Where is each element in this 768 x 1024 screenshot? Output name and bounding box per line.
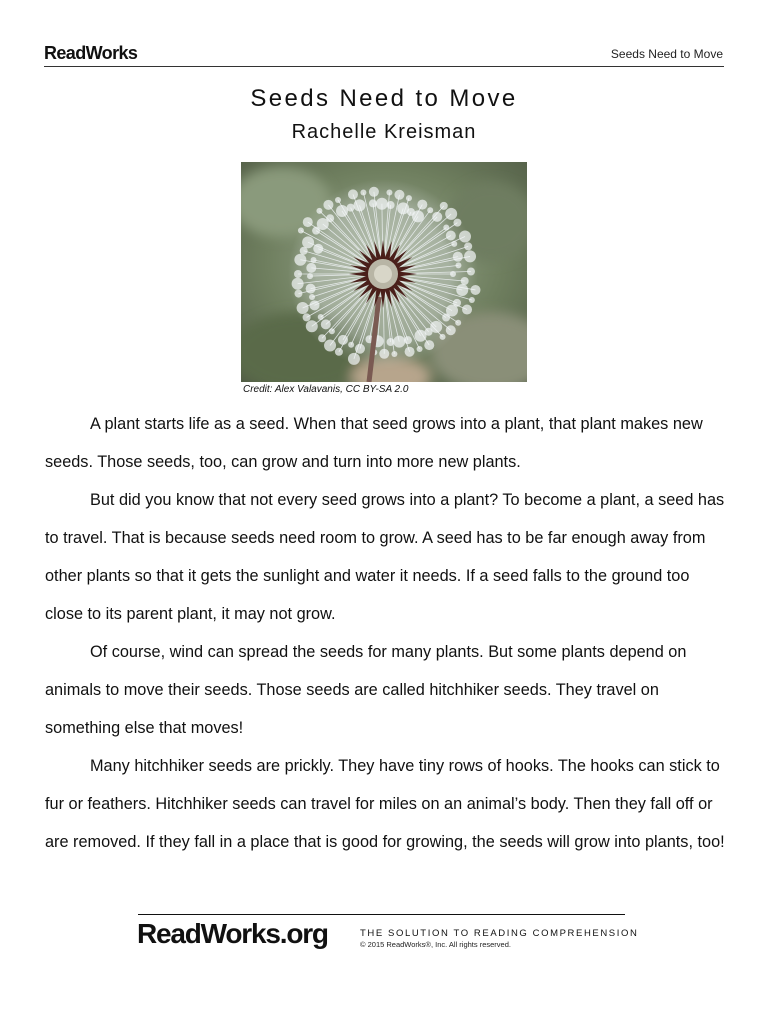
image-credit: Credit: Alex Valavanis, CC BY-SA 2.0 [243,384,409,395]
article-body [45,405,725,861]
header-logo: ReadWorks [44,43,138,63]
article-title: Seeds Need to Move [250,85,518,112]
footer-copyright: © 2015 ReadWorks®, Inc. All rights reserved. [360,940,511,949]
paragraph: A plant starts life as a seed. When that seed grows into a plant, that plant makes new seeds. Those seeds, too, can grow and turn into more new plants. [45,415,703,471]
paragraph: Many hitchhiker seeds are prickly. They have tiny rows of hooks. The hooks can stick to fur or feathers. Hitchhiker seeds can travel for miles on an animal’s body. Then they fall off or are removed. If they fall in a place that is good for growing, the seeds will grow into plants, too! [45,757,725,851]
footer-logo: ReadWorks.org [137,918,328,949]
footer-divider [138,914,625,915]
paragraph: Of course, wind can spread the seeds for many plants. But some plants depend on animals to move their seeds. Those seeds are called hitchhiker seeds. They travel on something else that moves! [45,643,687,737]
paragraph: But did you know that not every seed grows into a plant? To become a plant, a seed has to travel. That is because seeds need room to grow. A seed has to be far enough away from other plants so that it gets the sunlight and water it needs. If a seed falls to the ground too close to its parent plant, it may not grow. [45,491,725,623]
article-author: Rachelle Kreisman [291,121,477,143]
dandelion-photo [241,162,527,382]
header-document-title: Seeds Need to Move [610,47,723,61]
footer-tagline: THE SOLUTION TO READING COMPREHENSION [360,928,639,939]
header-divider [44,66,724,67]
